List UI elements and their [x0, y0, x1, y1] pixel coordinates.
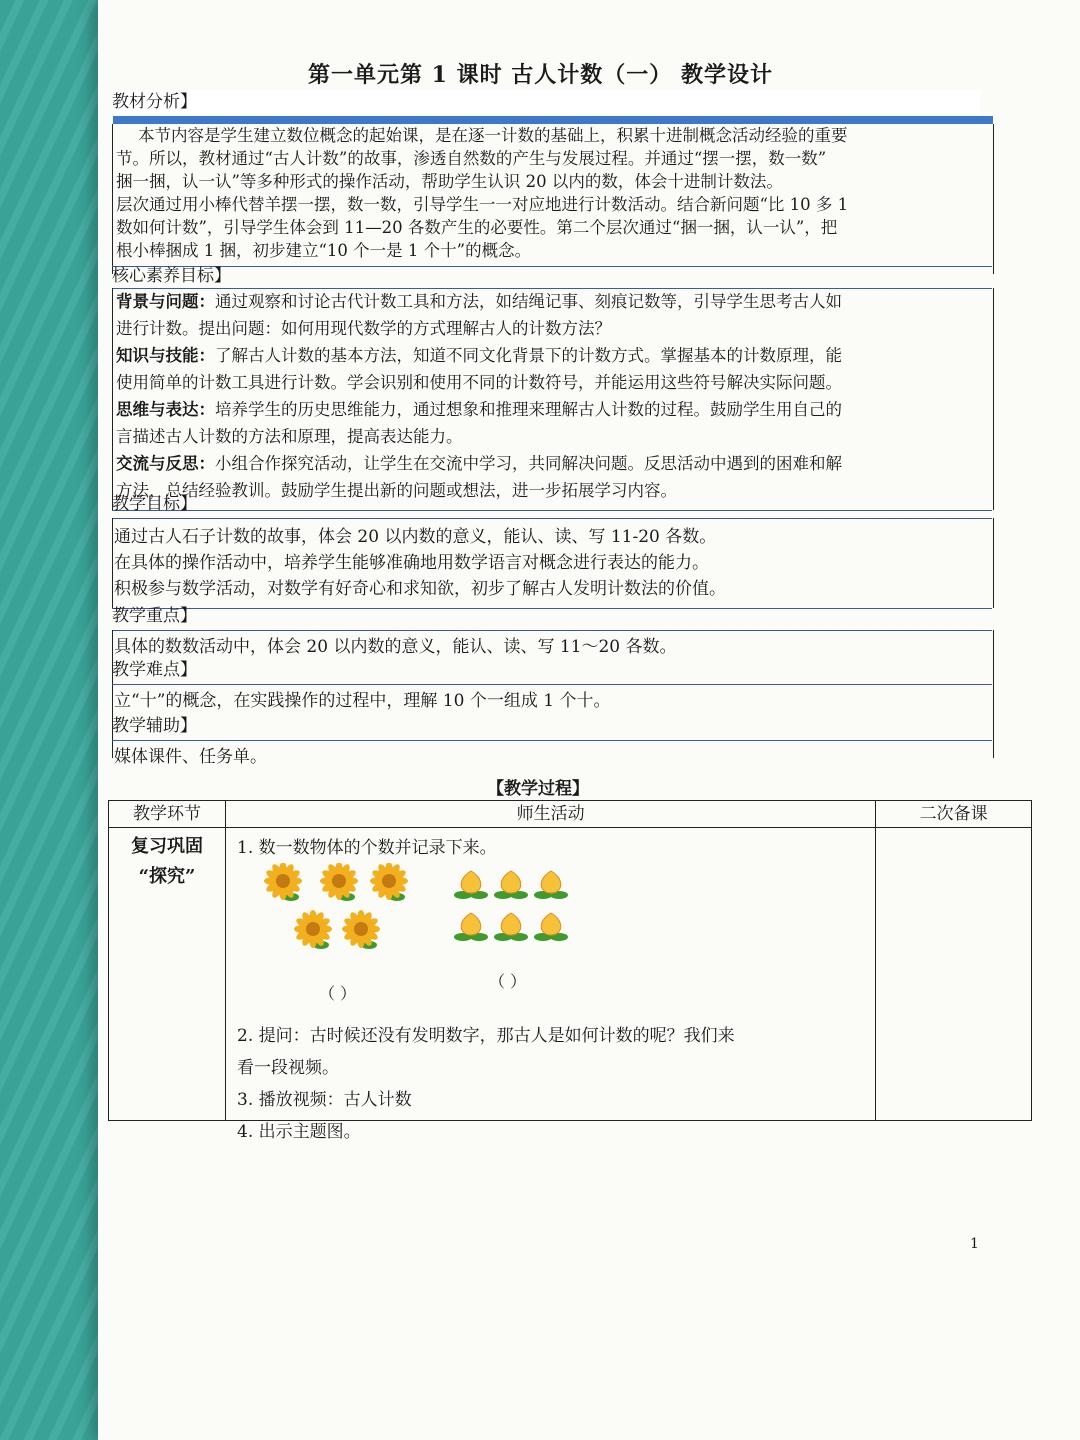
core-text: 方法，总结经验教训。鼓励学生提出新的问题或想法，进一步拓展学习内容。	[116, 481, 677, 500]
page-number: 1	[970, 1236, 979, 1252]
core-line	[116, 479, 996, 502]
peach-icon	[534, 871, 568, 899]
core-line	[116, 425, 996, 448]
peach-icon	[494, 913, 528, 941]
stage-name-line: 复习巩固	[131, 836, 203, 857]
page-title: 第一单元第 1 课时 古人计数（一） 教学设计	[308, 62, 773, 88]
counting-pictures	[257, 863, 697, 983]
core-line	[116, 290, 996, 313]
col-header-stage: 教学环节	[109, 801, 226, 828]
col-header-activity: 师生活动	[226, 801, 876, 828]
blue-header-bar	[113, 116, 993, 124]
section-heading-aids: 教学辅助】	[112, 716, 197, 736]
answer-blank: （ ）	[319, 984, 357, 1003]
core-text: 言描述古人计数的方法和原理，提高表达能力。	[116, 427, 463, 446]
sunflower-icon	[342, 910, 380, 949]
goal-line: 积极参与数学活动，对数学有好奇心和求知欲，初步了解古人发明计数法的价值。	[114, 579, 726, 599]
sunflower-icon	[294, 910, 332, 949]
core-line	[116, 344, 996, 367]
section-heading-key-point: 教学重点】	[112, 606, 197, 626]
core-label: 思维与表达：	[116, 400, 215, 419]
section-heading-difficulty: 教学难点】	[112, 660, 197, 680]
analysis-line: 层次通过用小棒代替羊摆一摆，数一数，引导学生一一对应地进行计数活动。结合新问题“比 10 多 1	[116, 195, 849, 214]
core-line	[116, 398, 996, 421]
core-text: 使用简单的计数工具进行计数。学会识别和使用不同的计数符号，并能运用这些符号解决实际问题。	[116, 373, 842, 392]
analysis-line: 根小棒捆成 1 捆，初步建立“10 个一是 1 个十”的概念。	[116, 241, 532, 260]
activity-item-3: 3. 播放视频：古人计数	[237, 1090, 412, 1110]
peach-icon	[494, 871, 528, 899]
analysis-line: 节。所以，教材通过“古人计数”的故事，渗透自然数的产生与发展过程。并通过“摆一摆，数一数”	[116, 149, 827, 168]
section-heading-goals: 教学目标】	[112, 494, 197, 514]
core-text: 小组合作探究活动，让学生在交流中学习，共同解决问题。反思活动中遇到的困难和解	[215, 454, 842, 473]
difficulty-text: 立“十”的概念，在实践操作的过程中，理解 10 个一组成 1 个十。	[114, 691, 611, 711]
core-text: 培养学生的历史思维能力，通过想象和推理来理解古人计数的过程。鼓励学生用自己的	[215, 400, 842, 419]
activity-item-1: 1. 数一数物体的个数并记录下来。	[237, 838, 497, 858]
stage-cell	[109, 828, 226, 1121]
stage-name-line: “探究”	[138, 866, 196, 887]
activity-item-2: 2. 提问：古时候还没有发明数字，那古人是如何计数的呢？我们来	[237, 1026, 735, 1046]
peach-icon	[534, 913, 568, 941]
analysis-line: 捆一捆，认一认”等多种形式的操作活动，帮助学生认识 20 以内的数，体会十进制计数法。	[116, 172, 783, 191]
sunflower-icon	[320, 863, 358, 901]
key-point-text: 具体的数数活动中，体会 20 以内数的意义，能认、读、写 11～20 各数。	[114, 637, 677, 657]
col-header-notes: 二次备课	[876, 801, 1032, 828]
sunflower-icon	[264, 863, 302, 901]
section-heading-core: 核心素养目标】	[112, 266, 231, 286]
notes-cell	[876, 828, 1032, 1121]
core-text: 通过观察和讨论古代计数工具和方法，如结绳记事、刻痕记数等，引导学生思考古人如	[215, 292, 842, 311]
core-label: 交流与反思：	[116, 454, 215, 473]
peach-icon	[454, 871, 488, 899]
divider	[112, 684, 992, 685]
activity-cell	[226, 828, 876, 1142]
activity-content	[227, 829, 874, 1142]
core-label: 知识与技能：	[116, 346, 215, 365]
core-line	[116, 371, 996, 394]
document-page	[98, 0, 1080, 1440]
answer-blank: （ ）	[489, 972, 527, 991]
goal-line: 通过古人石子计数的故事，体会 20 以内数的意义，能认、读、写 11-20 各数。	[114, 527, 717, 547]
sunflower-icon	[370, 863, 408, 901]
analysis-line: 数如何计数”，引导学生体会到 11—20 各数产生的必要性。第二个层次通过“捆一捆，认一认”，把	[116, 218, 838, 237]
activity-item-4: 4. 出示主题图。	[237, 1122, 361, 1142]
aids-text: 媒体课件、任务单。	[114, 747, 267, 767]
peach-icon	[454, 913, 488, 941]
process-heading: 【教学过程】	[487, 779, 589, 799]
core-line	[116, 452, 996, 475]
core-label: 背景与问题：	[116, 292, 215, 311]
core-line	[116, 317, 996, 340]
process-table	[108, 800, 1032, 1142]
activity-item-2-cont: 看一段视频。	[237, 1058, 340, 1078]
core-text: 进行计数。提出问题：如何用现代数学的方式理解古人的计数方法？	[116, 319, 611, 338]
divider	[112, 740, 992, 741]
goal-line: 在具体的操作活动中，培养学生能够准确地用数学语言对概念进行表达的能力。	[114, 553, 709, 573]
core-text: 了解古人计数的基本方法，知道不同文化背景下的计数方式。掌握基本的计数原理，能	[215, 346, 842, 365]
section-heading-analysis: 教材分析】	[112, 90, 980, 114]
analysis-line: 本节内容是学生建立数位概念的起始课，是在逐一计数的基础上，积累十进制概念活动经验的重要	[138, 126, 848, 145]
